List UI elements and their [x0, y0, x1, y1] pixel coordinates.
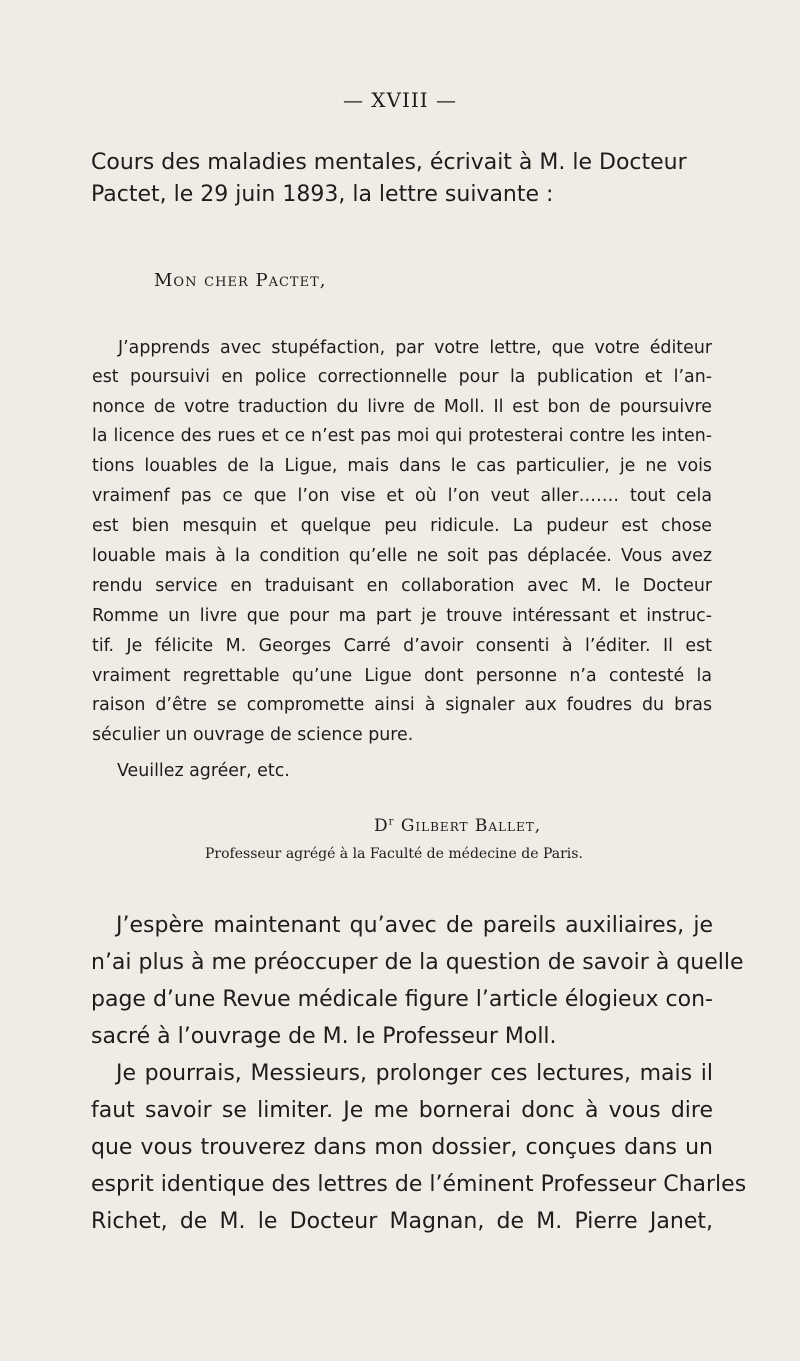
signature-prefix: D [374, 816, 389, 836]
letter-line: nonce de votre traduction du livre de Moll. Il est bon de poursuivre [92, 397, 712, 417]
letter-line: séculier un ouvrage de science pure. [92, 725, 414, 745]
letter-line: est poursuivi en police correctionnelle pour la publication et l’an- [92, 367, 712, 387]
body-line: Richet, de M. le Docteur Magnan, de M. Pierre Janet, [91, 1209, 713, 1234]
letter-line: raison d’être se compromette ainsi à signaler aux foudres du bras [92, 695, 712, 715]
letter-line: Romme un livre que pour ma part je trouve intéressant et instruc- [92, 606, 712, 626]
letter-closing: Veuillez agréer, etc. [117, 761, 290, 781]
letter-line: est bien mesquin et quelque peu ridicule. La pudeur est chose [92, 516, 712, 536]
letter-salutation: Mon cher Pactet, [154, 270, 327, 291]
letter-line: J’apprends avec stupéfaction, par votre lettre, que votre éditeur [118, 338, 712, 358]
letter-line: vraiment regrettable qu’une Ligue dont personne n’a contesté la [92, 666, 712, 686]
letter-line: vraimenf pas ce que l’on vise et où l’on veut aller……. tout cela [92, 486, 712, 506]
page-number: — XVIII — [342, 88, 458, 112]
body-line: n’ai plus à me préoccuper de la question de savoir à quelle [91, 950, 744, 975]
intro-line: Cours des maladies mentales, écrivait à M. le Docteur [91, 150, 687, 175]
letter-line: louable mais à la condition qu’elle ne soit pas déplacée. Vous avez [92, 546, 712, 566]
letter-line: la licence des rues et ce n’est pas moi qui protesterai contre les inten- [92, 426, 712, 446]
intro-line: Pactet, le 29 juin 1893, la lettre suivante : [91, 182, 554, 207]
letter-line: rendu service en traduisant en collaboration avec M. le Docteur [92, 576, 712, 596]
body-line: sacré à l’ouvrage de M. le Professeur Moll. [91, 1024, 557, 1049]
body-line: Je pourrais, Messieurs, prolonger ces lectures, mais il [116, 1061, 713, 1086]
signature-title: Professeur agrégé à la Faculté de médecine de Paris. [205, 846, 583, 862]
letter-line: tions louables de la Ligue, mais dans le cas particulier, je ne vois [92, 456, 712, 476]
letter-line: tif. Je félicite M. Georges Carré d’avoir consenti à l’éditer. Il est [92, 636, 712, 656]
body-line: page d’une Revue médicale figure l’article élogieux con- [91, 987, 713, 1012]
body-line: esprit identique des lettres de l’éminent Professeur Charles [91, 1172, 747, 1197]
signature-sup: r [388, 816, 395, 828]
body-line: J’espère maintenant qu’avec de pareils auxiliaires, je [116, 913, 713, 938]
signature-name: Gilbert Ballet, [394, 816, 542, 836]
body-line: faut savoir se limiter. Je me bornerai donc à vous dire [91, 1098, 713, 1123]
signature [374, 816, 541, 836]
body-line: que vous trouverez dans mon dossier, conçues dans un [91, 1135, 713, 1160]
